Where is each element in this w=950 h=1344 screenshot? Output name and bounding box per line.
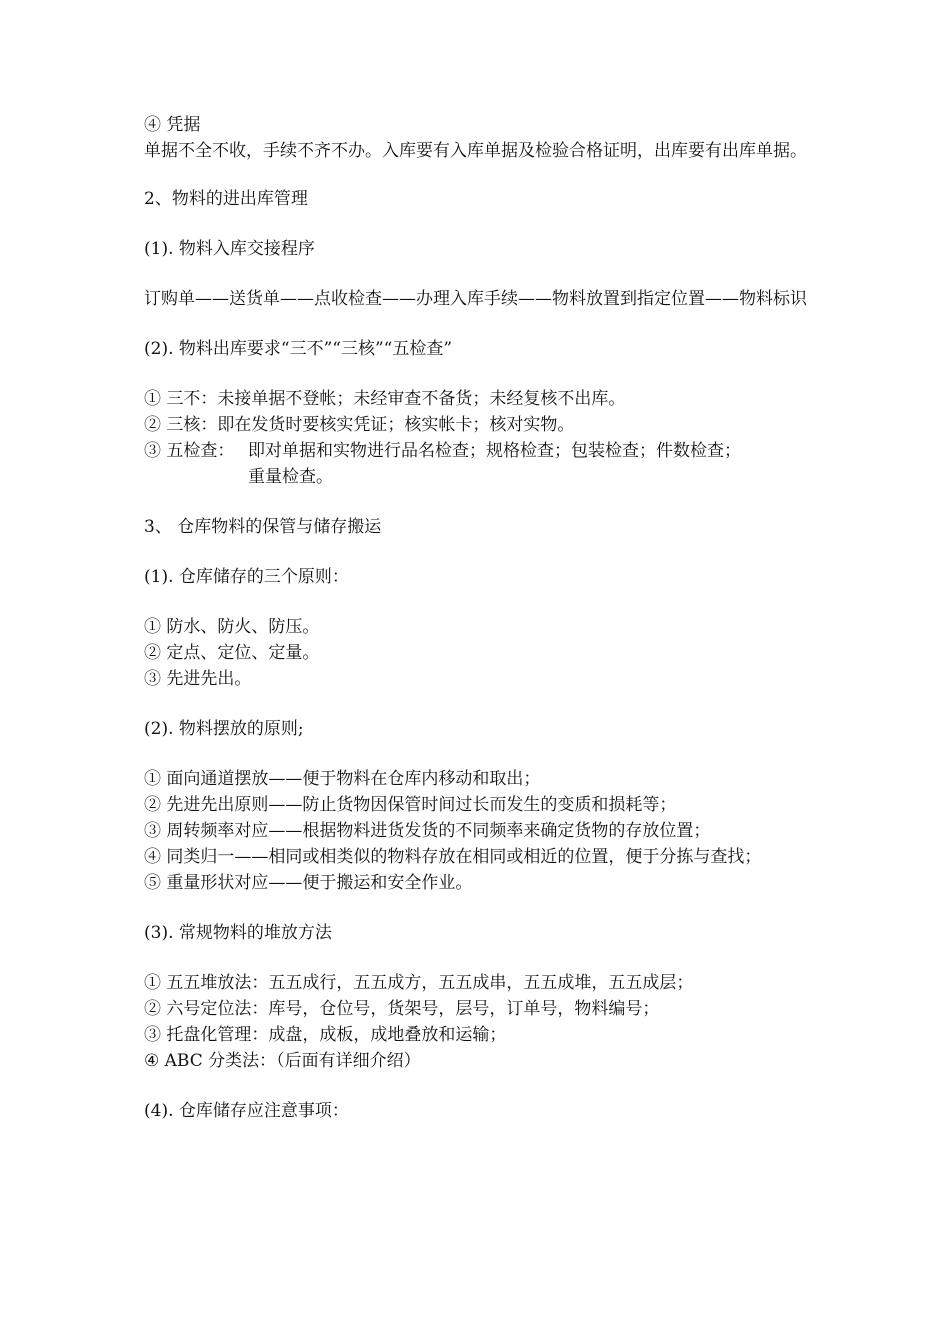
paragraph: 订购单——送货单——点收检查——办理入库手续——物料放置到指定位置——物料标识 [144,289,807,309]
list-item: ⑤ 重量形状对应——便于搬运和安全作业。 [144,873,473,893]
subsection-heading: (1). 物料入库交接程序 [144,239,315,259]
document-body [144,112,814,1124]
subsection-heading: (2). 物料摆放的原则; [144,719,304,739]
item-label: ④ 凭据 [144,115,201,135]
list-item: ③ 先进先出。 [144,669,252,689]
subsection-heading: (2). 物料出库要求“三不”“三核”“五检查” [144,339,453,359]
list-item: ① 三不：未接单据不登帐；未经审查不备货；未经复核不出库。 [144,389,626,409]
list-item: ② 六号定位法：库号，仓位号，货架号，层号，订单号，物料编号； [144,999,660,1019]
list-item-lead: ③ 五检查： [144,441,235,461]
list-item: ① 面向通道摆放——便于物料在仓库内移动和取出； [144,769,541,789]
list-item: ④ 同类归一——相同或相类似的物料存放在相同或相近的位置，便于分拣与查找； [144,847,762,867]
list-item: ③ 周转频率对应——根据物料进货发货的不同频率来确定货物的存放位置； [144,821,711,841]
list-item: ④ ABC 分类法：（后面有详细介绍） [144,1051,421,1071]
section-heading: 3、 仓库物料的保管与储存搬运 [144,517,382,537]
list-item-line: 即对单据和实物进行品名检查；规格检查；包装检查；件数检查； [248,441,741,461]
list-item [144,438,814,490]
subsection-heading: (3). 常规物料的堆放方法 [144,923,332,943]
list-item: ① 防水、防火、防压。 [144,617,320,637]
list-item: ② 定点、定位、定量。 [144,643,320,663]
list-item: ① 五五堆放法：五五成行，五五成方，五五成串，五五成堆，五五成层； [144,973,694,993]
list-item: ③ 托盘化管理：成盘，成板，成地叠放和运输； [144,1025,507,1045]
paragraph: 单据不全不收，手续不齐不办。入库要有入库单据及检验合格证明，出库要有出库单据。 [144,141,807,161]
list-item: ② 先进先出原则——防止货物因保管时间过长而发生的变质和损耗等； [144,795,677,815]
list-item: ② 三核：即在发货时要核实凭证；核实帐卡；核对实物。 [144,415,575,435]
list-item-line: 重量检查。 [248,467,333,487]
section-heading: 2、物料的进出库管理 [144,189,308,209]
subsection-heading: (4). 仓库储存应注意事项： [144,1101,349,1121]
subsection-heading: (1). 仓库储存的三个原则： [144,567,349,587]
